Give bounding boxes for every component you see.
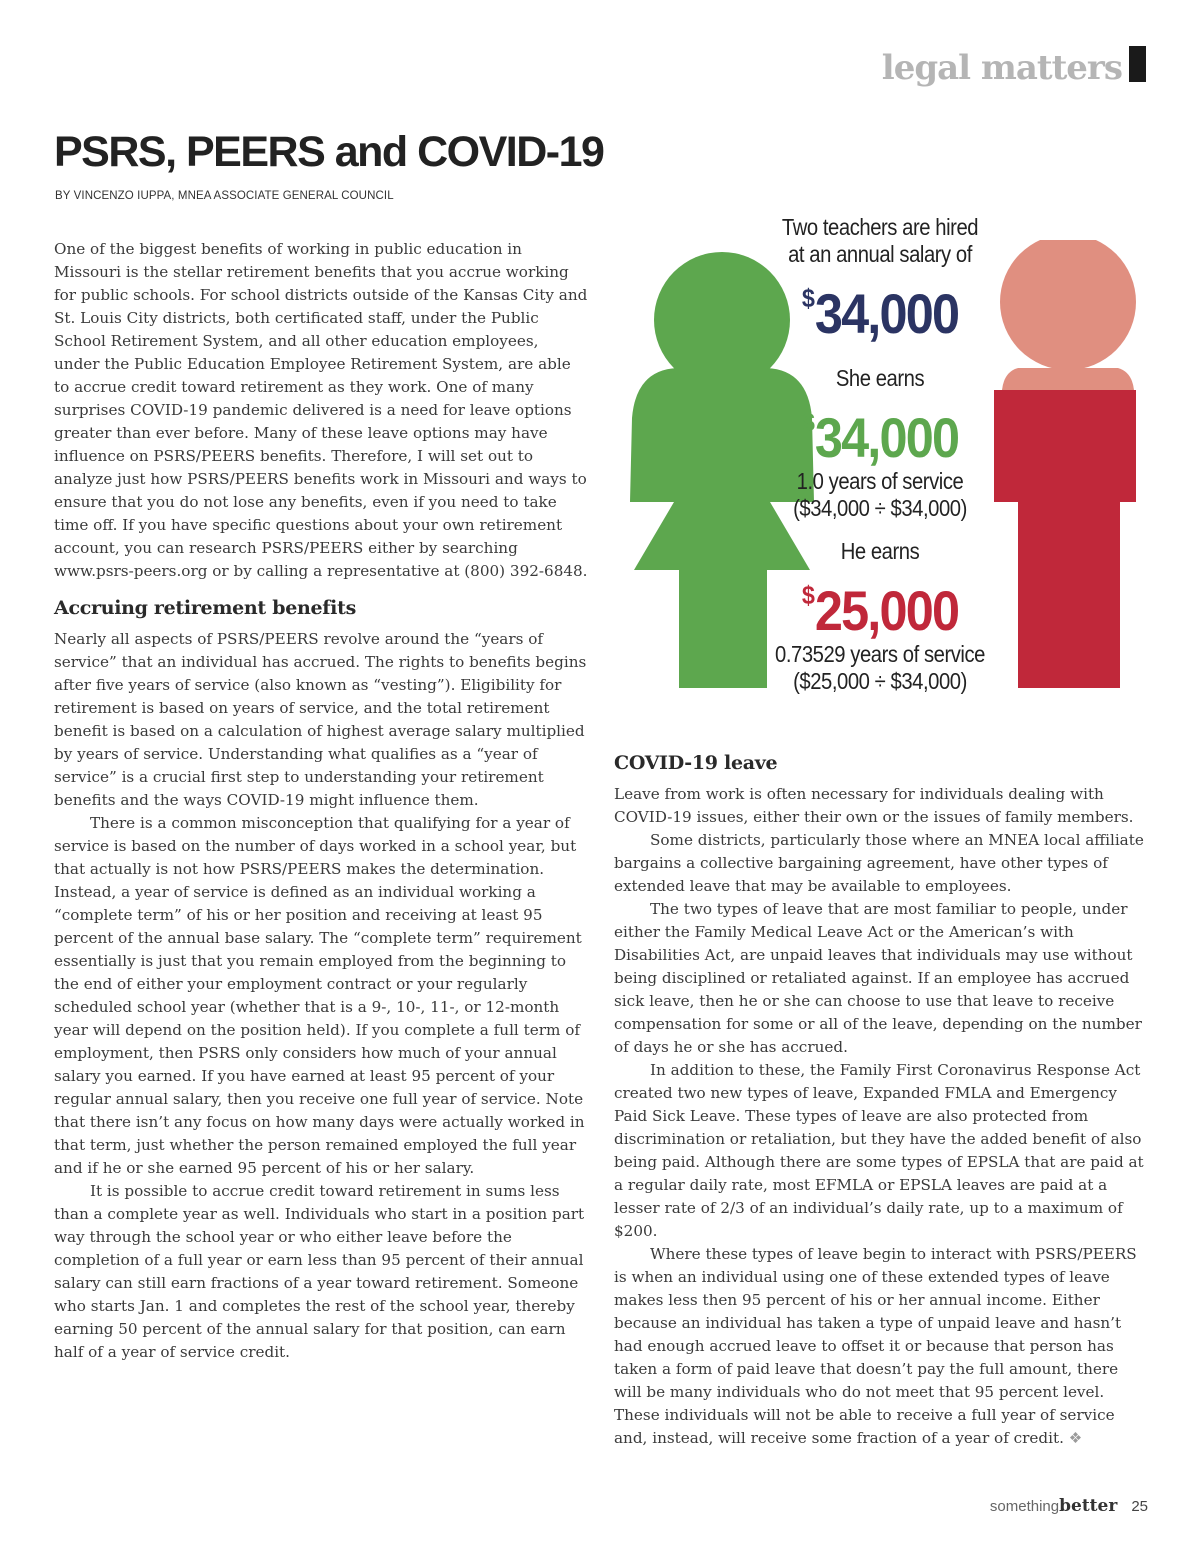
body-paragraph: There is a common misconception that qualifying for a year of service is based on the number of days worked in a school year, but that actually is not how PSRS/PEERS makes the determination. Instead, a year of service is defined as an individual working a “complete term” of his or her position and receiving at least 95 percent of the annual base salary. The “complete term” requirement essentially is just that you remain employed from the beginning to the end of either your employment contract or your regularly scheduled school year (whether that is a 9-, 10-, 11-, or 12-month year will depend on the position held). If you complete a full term of employment, then PSRS only considers how much of your annual salary you earned. If you have earned at least 95 percent of your regular annual salary, then you receive one full year of service. Note that there isn’t any focus on how many days were actually worked in that term, just whether the person remained employed the full year and if he or she earned 95 percent of his or her salary. <box>54 814 585 1177</box>
he-years: 0.73529 years of service <box>775 641 985 667</box>
currency-symbol: $ <box>801 580 815 610</box>
section-heading-accruing: Accruing retirement benefits <box>54 597 356 619</box>
she-years: 1.0 years of service <box>796 468 964 494</box>
section-bar <box>1129 46 1146 82</box>
article-byline: BY VINCENZO IUPPA, MNEA ASSOCIATE GENERAL COUNCIL <box>55 190 394 202</box>
hire-line-1: Two teachers are hired <box>781 214 979 240</box>
body-paragraph: Leave from work is often necessary for individuals dealing with COVID-19 issues, either their own or the issues of family members. <box>614 785 1134 826</box>
footer-brand-bold: better <box>1059 1496 1118 1516</box>
right-column <box>614 752 1146 1450</box>
he-earns-label: He earns <box>840 538 920 564</box>
man-figure-shoulders <box>1002 368 1134 390</box>
body-paragraph-final <box>614 1243 1146 1450</box>
he-amount <box>754 565 1006 641</box>
she-calc: ($34,000 ÷ $34,000) <box>793 495 967 521</box>
body-paragraph: Some districts, particularly those where an MNEA local affiliate bargains a collective bargaining agreement, have other types of extended leave that may be available to employees. <box>614 831 1144 895</box>
page-number: 25 <box>1131 1498 1148 1515</box>
body-paragraph: It is possible to accrue credit toward retirement in sums less than a complete year as well. Individuals who start in a position part way through the school year or who either leave before the completion of a full year or earn less than 95 percent of their annual salary can still earn fractions of a year toward retirement. Someone who starts Jan. 1 and completes the rest of the school year, thereby earning 50 percent of the annual salary for that position, can earn half of a year of service credit. <box>54 1182 585 1361</box>
intro-paragraph: One of the biggest benefits of working in public education in Missouri is the stellar retirement benefits that you accrue working for public schools. For school districts outside of the Kansas City and St. Louis City districts, both certificated staff, under the Public School Retirement System, and all other education employees, under the Public Education Employee Retirement System, are able to accrue credit toward retirement as they work. One of many surprises COVID-19 pandemic delivered is a need for leave options greater than ever before. Many of these leave options may have influence on PSRS/PEERS benefits. Therefore, I will set out to analyze just how PSRS/PEERS benefits work in Missouri and ways to ensure that you do not lose any benefits, even if you need to take time off. If you have specific questions about your own retirement account, you can research PSRS/PEERS either by searching www.psrs-peers.org or by calling a representative at (800) 392-6848. <box>54 240 588 580</box>
article-title: PSRS, PEERS and COVID-19 <box>54 128 604 176</box>
she-info <box>740 365 1020 522</box>
section-label: legal matters <box>881 48 1122 88</box>
he-amount-value: 25,000 <box>814 579 959 642</box>
hire-info <box>740 214 1020 344</box>
left-column <box>54 238 588 1364</box>
she-earns-label: She earns <box>835 365 925 391</box>
she-amount <box>754 392 1006 468</box>
final-paragraph-text: Where these types of leave begin to interact with PSRS/PEERS is when an individual using one of these extended types of leave makes less then 95 percent of his or her annual income. Either because an individual has taken a type of unpaid leave and hasn’t had enough accrued leave to offset it or because that person has taken a form of paid leave that doesn’t pay the full amount, there will be many individuals who do not meet that 95 percent level. These individuals will not be able to receive a full year of service and, instead, will receive some fraction of a year of credit. <box>614 1245 1137 1447</box>
currency-symbol: $ <box>801 283 815 313</box>
annual-salary <box>754 268 1006 344</box>
body-paragraph: Nearly all aspects of PSRS/PEERS revolve around the “years of service” that an individual has accrued. The rights to benefits begins after five years of service (also known as “vesting”). Eligibility for retirement is based on years of service, and the total retirement benefit is based on a calculation of highest average salary multiplied by years of service. Understanding what qualifies as a “year of service” is a crucial first step to understanding your retirement benefits and the ways COVID-19 might influence them. <box>54 630 587 809</box>
he-calc: ($25,000 ÷ $34,000) <box>793 668 967 694</box>
man-figure-head <box>1000 240 1136 370</box>
page-footer <box>990 1496 1148 1516</box>
footer-brand-light: something <box>989 1498 1060 1515</box>
body-paragraph: The two types of leave that are most familiar to people, under either the Family Medical Leave Act or the American’s with Disabilities Act, are unpaid leaves that individuals may use without being disciplined or retaliated against. If an employee has accrued sick leave, then he or she can choose to use that leave to receive compensation for some or all of the leave, depending on the number of days he or she has accrued. <box>614 900 1142 1056</box>
currency-symbol: $ <box>801 407 815 437</box>
hire-line-2: at an annual salary of <box>788 241 972 267</box>
body-paragraph: In addition to these, the Family First Coronavirus Response Act created two new types of leave, Expanded FMLA and Emergency Paid Sick Leave. These types of leave are also protected from discrimination or retaliation, but they have the added benefit of also being paid. Although there are some types of EPSLA that are paid at a regular daily rate, most EFMLA or EPSLA leaves are paid at a lesser rate of 2/3 of an individual’s daily rate, up to a maximum of $200. <box>614 1061 1144 1240</box>
she-amount-value: 34,000 <box>814 406 959 469</box>
end-mark-icon: ❖ <box>1068 1429 1083 1447</box>
annual-salary-value: 34,000 <box>814 282 959 345</box>
section-heading-covid-leave: COVID-19 leave <box>614 752 778 774</box>
he-info <box>740 538 1020 695</box>
